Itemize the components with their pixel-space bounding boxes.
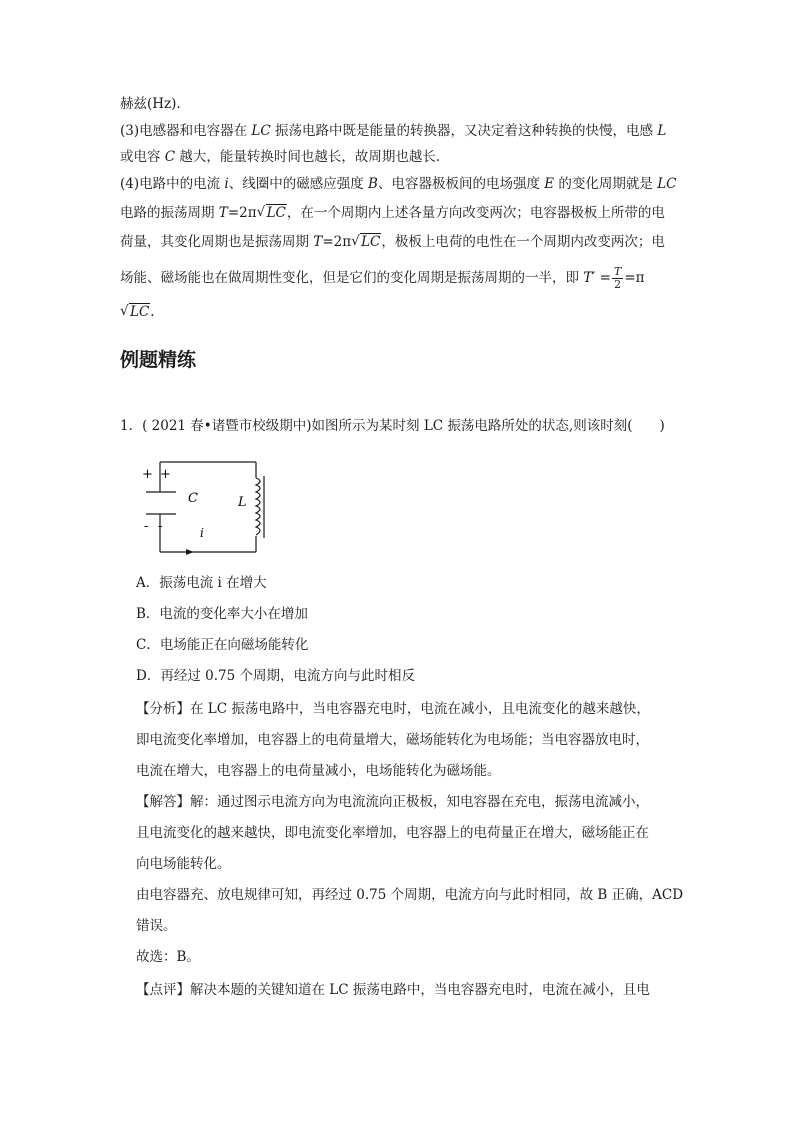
item-4-line-4: 场能、磁场能也在做周期性变化，但是它们的变化周期是振荡周期的一半，即 T′ = $\frac{T}{2}$ =π bbox=[120, 265, 645, 291]
item-3-line-1: (3)电感器和电容器在 LC 振荡电路中既是能量的转换器，又决定着这种转换的快慢，电感 L bbox=[120, 123, 667, 139]
inductor-label: L bbox=[238, 495, 247, 510]
plus-sign-1: + bbox=[142, 467, 153, 482]
item-4-line-1: (4)电路中的电流 i、线圈中的磁感应强度 B、电容器极板间的电场强度 E 的变化周期就是 LC bbox=[120, 176, 677, 192]
sqrt-lc-2: √ LC bbox=[351, 232, 381, 252]
analysis-line-3: 电流在增大，电容器上的电荷量减小，电场能转化为磁场能。 bbox=[136, 763, 501, 779]
item-3-line-2: 或电容 C 越大，能量转换时间也越长，故周期也越长. bbox=[120, 149, 441, 165]
current-label: i bbox=[200, 526, 204, 540]
lc-circuit-diagram bbox=[138, 450, 278, 560]
item-4-line-5: √ LC. bbox=[120, 302, 155, 322]
option-c: C．电场能正在向磁场能转化 bbox=[136, 637, 309, 653]
minus-sign-1: - bbox=[144, 519, 149, 534]
plus-sign-2: + bbox=[160, 467, 171, 482]
solution-line-4: 由电容器充、放电规律可知，再经过 0.75 个周期，电流方向与此时相同，故 B 正确，ACD bbox=[136, 887, 684, 903]
solution-line-5: 错误。 bbox=[136, 918, 177, 934]
minus-sign-2: - bbox=[158, 519, 163, 534]
sqrt-lc-3: √ LC bbox=[120, 302, 150, 322]
section-title: 例题精练 bbox=[120, 349, 197, 371]
option-d: D．再经过 0.75 个周期，电流方向与此时相反 bbox=[136, 668, 415, 684]
answer-line: 故选：B。 bbox=[136, 949, 200, 965]
fraction-t-over-2: $\frac{T}{2}$ bbox=[613, 265, 622, 291]
question-stem: 1．( 2021 春•诸暨市校级期中)如图所示为某时刻 LC 振荡电路所处的状态,则该时刻( ) bbox=[120, 418, 665, 434]
option-b: B．电流的变化率大小在增加 bbox=[136, 606, 308, 622]
item-4-line-2: 电路的振荡周期 T=2π√ LC，在一个周期内上述各量方向改变两次；电容器极板上所带的电 bbox=[120, 203, 665, 223]
option-a: A．振荡电流 i 在增大 bbox=[136, 575, 267, 591]
solution-line-1: 【解答】解：通过图示电流方向为电流流向正极板，知电容器在充电，振荡电流减小， bbox=[136, 794, 649, 810]
solution-line-3: 向电场能转化。 bbox=[136, 856, 231, 872]
comment-line: 【点评】解决本题的关键知道在 LC 振荡电路中，当电容器充电时，电流在减小，且电 bbox=[136, 982, 650, 998]
theory-line-1: 赫兹(Hz). bbox=[120, 96, 181, 112]
solution-line-2: 且电流变化的越来越快，即电流变化率增加，电容器上的电荷量正在增大，磁场能正在 bbox=[136, 825, 649, 841]
item-4-line-3: 荷量，其变化周期也是振荡周期 T=2π√ LC，极板上电荷的电性在一个周期内改变两次；电 bbox=[120, 232, 665, 252]
inductor-coil bbox=[256, 478, 260, 535]
capacitor-label: C bbox=[188, 491, 198, 506]
analysis-line-1: 【分析】在 LC 振荡电路中，当电容器充电时，电流在减小，且电流变化的越来越快， bbox=[136, 701, 650, 717]
sqrt-lc-1: √ LC bbox=[257, 203, 287, 223]
analysis-line-2: 即电流变化率增加，电容器上的电荷量增大，磁场能转化为电场能；当电容器放电时， bbox=[136, 732, 649, 748]
current-arrow-icon bbox=[186, 549, 194, 555]
